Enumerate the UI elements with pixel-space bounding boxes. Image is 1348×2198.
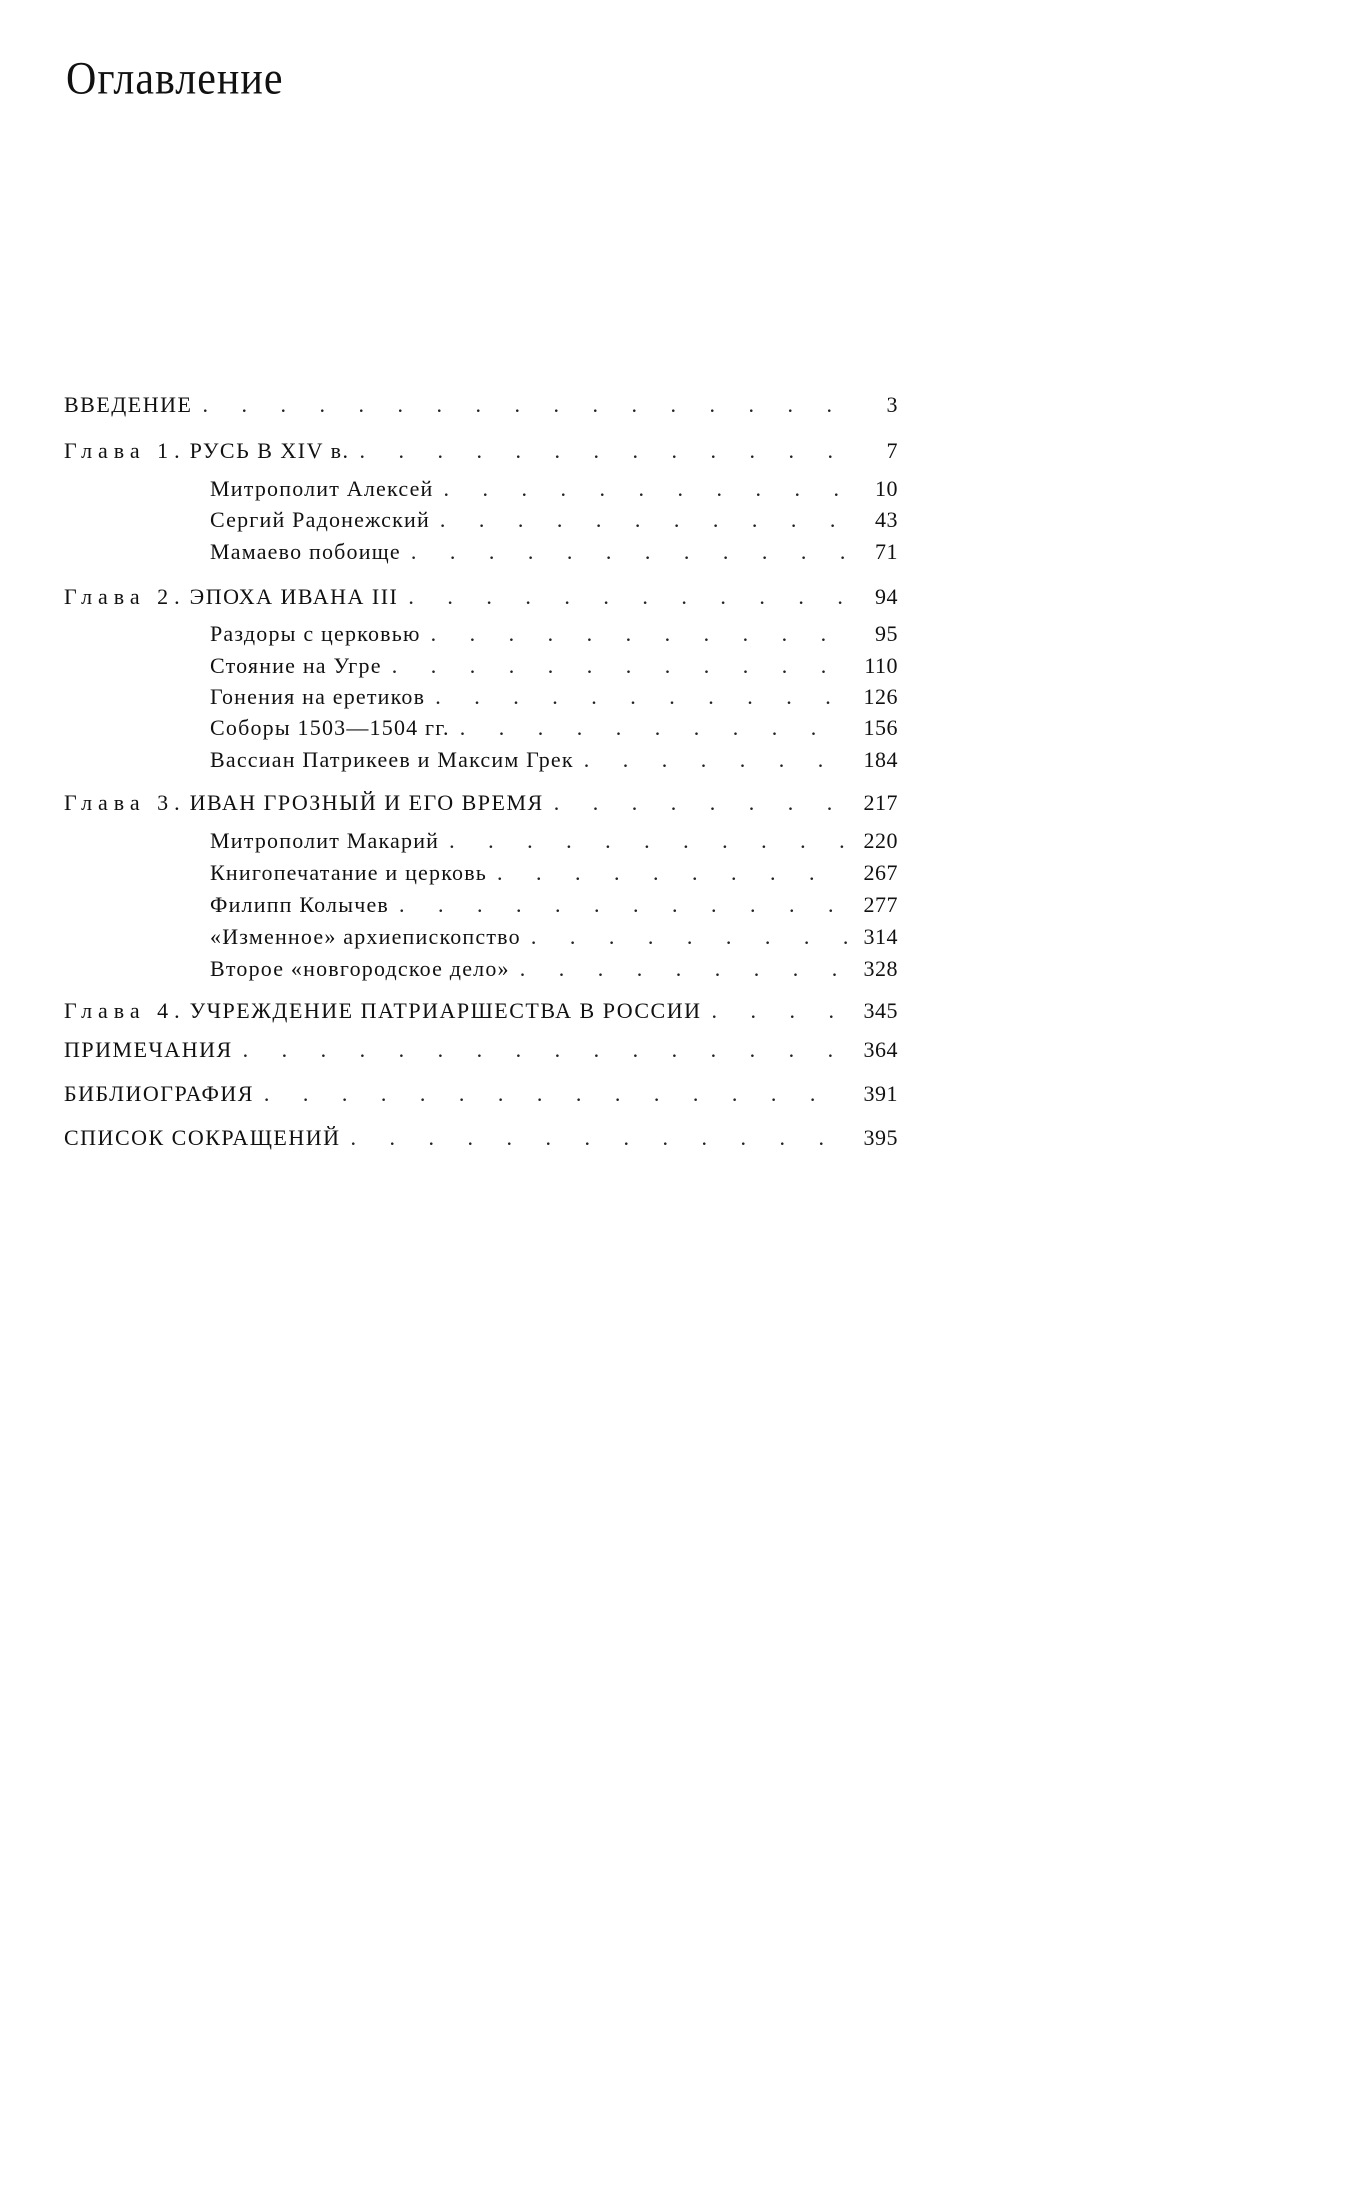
toc-entry-bibliography[interactable] — [64, 1081, 898, 1107]
toc-entry-page: 395 — [863, 1125, 898, 1150]
toc-entry-title: УЧРЕЖДЕНИЕ ПАТРИАРШЕСТВА В РОССИИ — [189, 998, 702, 1023]
dot-leader — [243, 1037, 848, 1063]
toc-entry-page: 95 — [875, 621, 898, 646]
dot-leader — [392, 653, 848, 679]
toc-entry-chapter-2[interactable] — [64, 584, 898, 610]
dot-leader — [444, 476, 848, 502]
toc-entry-page: 314 — [863, 924, 898, 949]
toc-entry-title: Гонения на еретиков — [210, 684, 426, 709]
page-title: Оглавление — [66, 53, 284, 105]
toc-entry-introduction[interactable] — [64, 392, 898, 418]
toc-entry-page: 267 — [863, 860, 898, 885]
dot-leader — [399, 892, 848, 918]
toc-entry-section[interactable] — [210, 621, 898, 647]
toc-entry-page: 126 — [863, 684, 898, 709]
toc-entry-page: 10 — [875, 476, 898, 501]
toc-entry-section[interactable] — [210, 507, 898, 533]
dot-leader — [408, 584, 848, 610]
toc-entry-title: Митрополит Макарий — [210, 828, 440, 853]
toc-entry-title: Раздоры с церковью — [210, 621, 421, 646]
toc-entry-title: ИВАН ГРОЗНЫЙ И ЕГО ВРЕМЯ — [189, 790, 544, 815]
toc-entry-title: Мамаево побоище — [210, 539, 401, 564]
toc-entry-page: 328 — [863, 956, 898, 981]
toc-entry-page: 345 — [863, 998, 898, 1023]
chapter-prefix: Глава 4. — [64, 998, 186, 1023]
toc-entry-page: 156 — [863, 715, 898, 740]
toc-entry-title: Стояние на Угре — [210, 653, 382, 678]
toc-entry-page: 3 — [886, 392, 898, 417]
dot-leader — [520, 956, 848, 982]
toc-entry-title: ВВЕДЕНИЕ — [64, 392, 193, 417]
dot-leader — [264, 1081, 848, 1107]
toc-entry-title: ЭПОХА ИВАНА III — [189, 584, 399, 609]
toc-entry-title: РУСЬ В XIV в. — [189, 438, 350, 463]
toc-entry-page: 220 — [863, 828, 898, 853]
toc-entry-page: 71 — [875, 539, 898, 564]
dot-leader — [435, 684, 848, 710]
chapter-prefix: Глава 2. — [64, 584, 186, 609]
toc-entry-chapter-4[interactable] — [64, 998, 898, 1024]
chapter-prefix: Глава 1. — [64, 438, 186, 463]
toc-entry-page: 184 — [863, 747, 898, 772]
toc-entry-title: Митрополит Алексей — [210, 476, 434, 501]
toc-entry-section[interactable] — [210, 653, 898, 679]
toc-entry-page: 217 — [863, 790, 898, 815]
toc-entry-title: Филипп Колычев — [210, 892, 390, 917]
toc-entry-title: Второе «новгородское дело» — [210, 956, 510, 981]
dot-leader — [360, 438, 848, 464]
toc-entry-notes[interactable] — [64, 1037, 898, 1063]
toc-entry-chapter-3[interactable] — [64, 790, 898, 816]
toc-entry-page: 277 — [863, 892, 898, 917]
dot-leader — [460, 715, 848, 741]
toc-entry-title: БИБЛИОГРАФИЯ — [64, 1081, 254, 1106]
toc-entry-title: Соборы 1503—1504 гг. — [210, 715, 450, 740]
toc-entry-section[interactable] — [210, 715, 898, 741]
toc-entry-page: 364 — [863, 1037, 898, 1062]
toc-entry-title: Книгопечатание и церковь — [210, 860, 488, 885]
toc-entry-abbreviations[interactable] — [64, 1125, 898, 1151]
toc-entry-section[interactable] — [210, 828, 898, 854]
toc-entry-page: 94 — [875, 584, 898, 609]
dot-leader — [712, 998, 849, 1024]
toc-entry-chapter-1[interactable] — [64, 438, 898, 464]
toc-entry-section[interactable] — [210, 476, 898, 502]
toc-entry-title: Вассиан Патрикеев и Максим Грек — [210, 747, 574, 772]
chapter-prefix: Глава 3. — [64, 790, 186, 815]
toc-entry-title: ПРИМЕЧАНИЯ — [64, 1037, 233, 1062]
dot-leader — [431, 621, 848, 647]
toc-entry-section[interactable] — [210, 956, 898, 982]
dot-leader — [411, 539, 848, 565]
toc-entry-page: 7 — [886, 438, 898, 463]
toc-entry-section[interactable] — [210, 539, 898, 565]
dot-leader — [531, 924, 848, 950]
toc-entry-page: 110 — [864, 653, 898, 678]
dot-leader — [497, 860, 848, 886]
toc-entry-page: 43 — [875, 507, 898, 532]
toc-entry-section[interactable] — [210, 684, 898, 710]
toc-entry-title: Сергий Радонежский — [210, 507, 430, 532]
dot-leader — [449, 828, 848, 854]
toc-entry-title: «Изменное» архиепископство — [210, 924, 521, 949]
toc-entry-section[interactable] — [210, 924, 898, 950]
toc-entry-section[interactable] — [210, 892, 898, 918]
dot-leader — [202, 392, 848, 418]
toc-entry-section[interactable] — [210, 747, 898, 773]
toc-entry-title: СПИСОК СОКРАЩЕНИЙ — [64, 1125, 341, 1150]
toc-entry-page: 391 — [863, 1081, 898, 1106]
dot-leader — [351, 1125, 848, 1151]
toc-entry-section[interactable] — [210, 860, 898, 886]
dot-leader — [440, 507, 848, 533]
dot-leader — [554, 790, 848, 816]
dot-leader — [584, 747, 848, 773]
